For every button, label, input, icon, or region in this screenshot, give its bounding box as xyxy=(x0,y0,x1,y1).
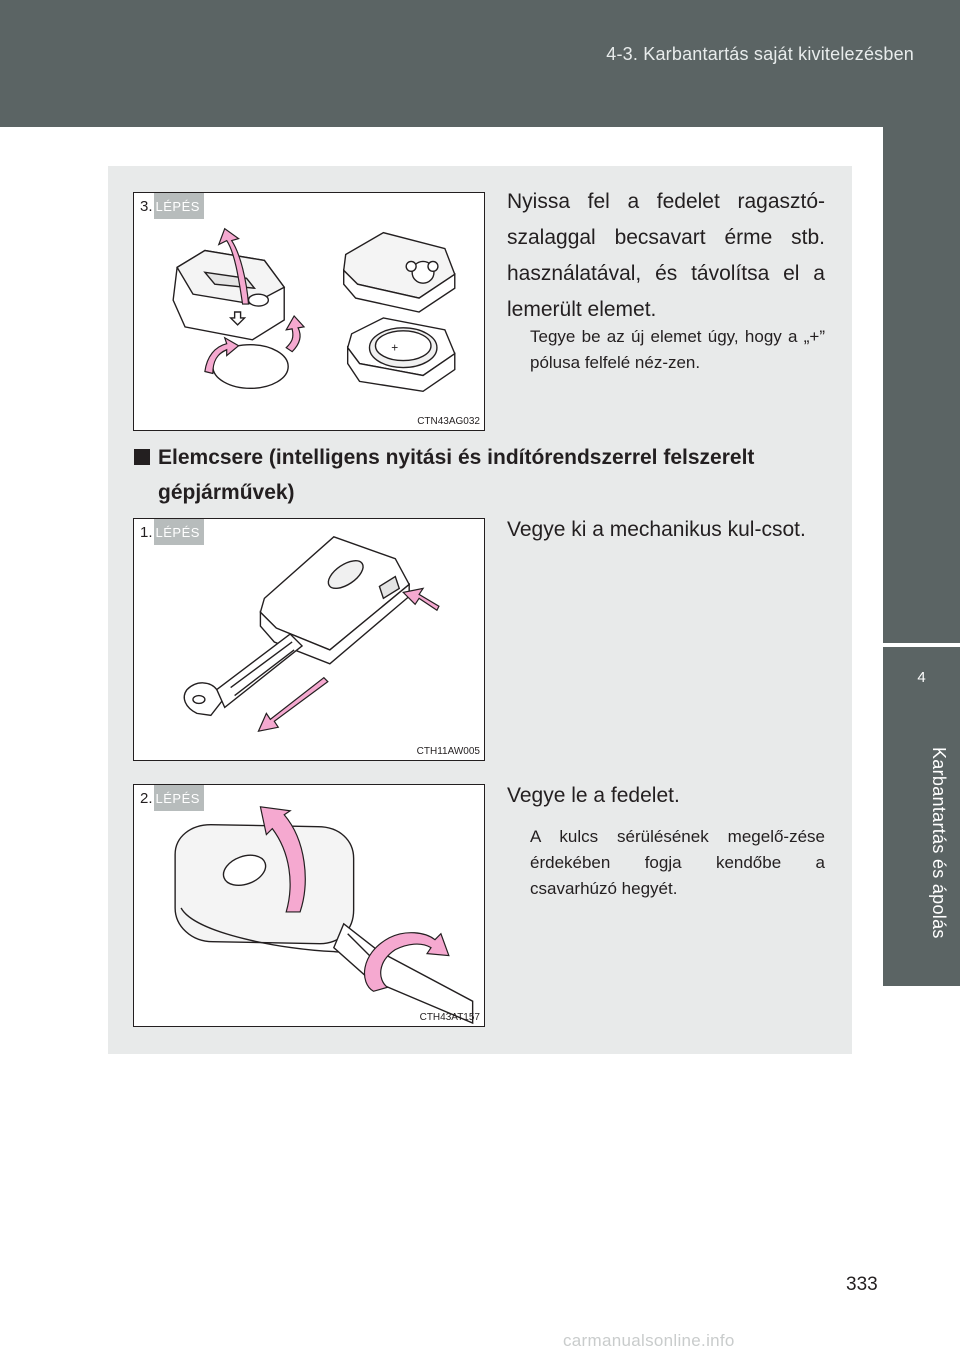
chapter-number: 4 xyxy=(917,669,926,686)
step3-figure xyxy=(133,192,485,431)
figure-code: CTH11AW005 xyxy=(416,746,480,757)
step2-note: A kulcs sérülésének megelő-zése érdekében fogja kendőbe a csavarhúzó hegyét. xyxy=(530,827,825,898)
section-heading xyxy=(134,440,824,510)
step3-note: Tegye be az új elemet úgy, hogy a „+” pólusa felfelé néz-zen. xyxy=(530,327,825,372)
step-label: LÉPÉS xyxy=(154,519,204,545)
section-heading-text: Elemcsere (intelligens nyitási és indítórendszerrel felszerelt xyxy=(158,446,755,469)
step2-instruction: Vegye le a fedelet. xyxy=(507,784,680,807)
chapter-label: Karbantartás és ápolás xyxy=(929,747,949,939)
step-label: LÉPÉS xyxy=(154,193,204,219)
step3-badge xyxy=(134,193,204,219)
watermark: carmanualsonline.info xyxy=(563,1331,735,1350)
step-number: 1. xyxy=(134,519,154,545)
section-title: 4-3. Karbantartás saját kivitelezésben xyxy=(606,44,914,64)
step3-instruction: Nyissa fel a fedelet ragasztó-szalaggal becsavart érme stb. használatával, és távolítsa el a lemerült elemet. xyxy=(507,190,825,321)
step1-instruction: Vegye ki a mechanikus kul-csot. xyxy=(507,518,806,541)
step-label: LÉPÉS xyxy=(154,785,204,811)
header-band xyxy=(0,0,960,127)
figure-code: CTN43AG032 xyxy=(417,416,480,427)
mechanical-key-illustration xyxy=(134,519,486,760)
step2-figure xyxy=(133,784,485,1027)
section-heading-cont: gépjárművek) xyxy=(158,481,295,504)
figure-code: CTH43AT157 xyxy=(419,1012,480,1023)
step1-figure xyxy=(133,518,485,761)
side-tab-upper xyxy=(883,127,960,643)
battery-removal-illustration xyxy=(134,193,486,430)
step-number: 3. xyxy=(134,193,154,219)
cover-removal-illustration xyxy=(134,785,486,1026)
page-number: 333 xyxy=(846,1274,878,1295)
chapter-tab[interactable] xyxy=(883,643,960,986)
step-number: 2. xyxy=(134,785,154,811)
heading-bullet-icon xyxy=(134,449,150,465)
step2-badge xyxy=(134,785,204,811)
svg-text:+: + xyxy=(391,340,399,355)
step1-badge xyxy=(134,519,204,545)
